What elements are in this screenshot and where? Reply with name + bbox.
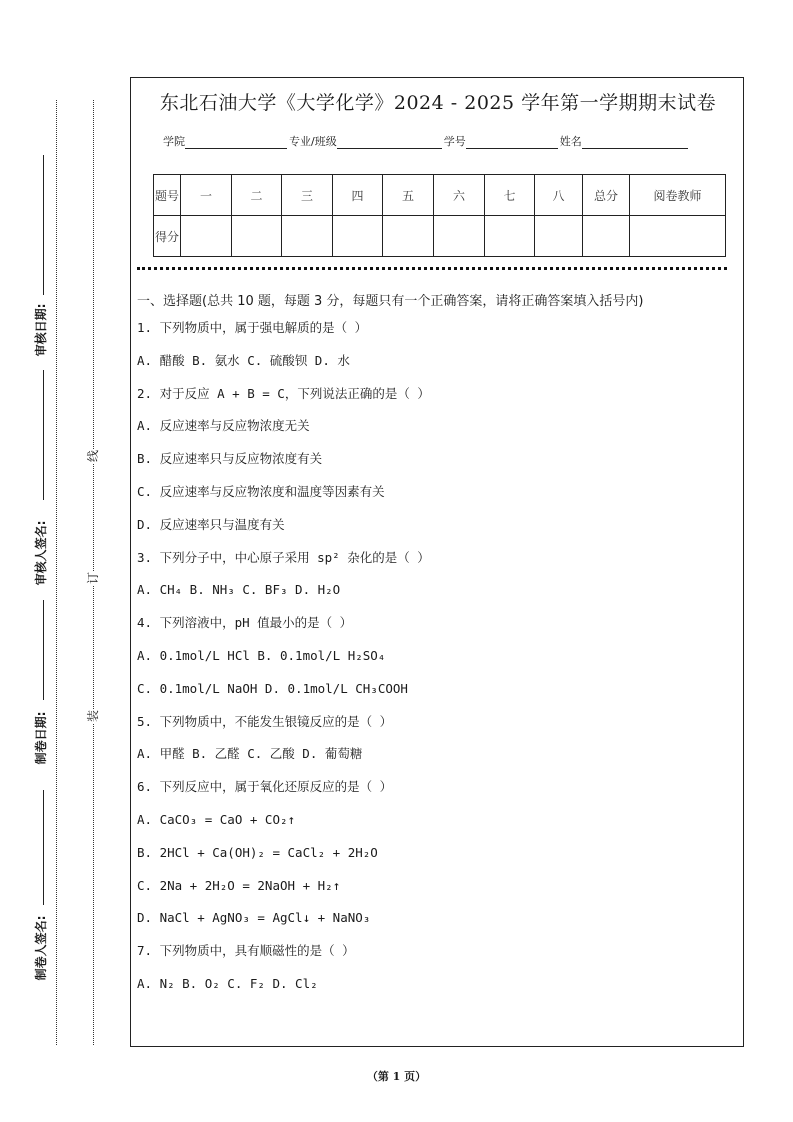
col-head: 七 (485, 175, 535, 216)
option-line: A. CaCO₃ = CaO + CO₂↑ (137, 811, 296, 827)
option-line: C. 0.1mol/L NaOH D. 0.1mol/L CH₃COOH (137, 680, 408, 696)
major-label: 专业/班级 (289, 135, 337, 148)
student-id-label: 学号 (443, 135, 466, 148)
score-cell[interactable] (333, 216, 383, 257)
option-line: B. 反应速率只与反应物浓度有关 (137, 451, 323, 467)
reviewer-sign-label: 审核人签名: (34, 520, 48, 586)
score-cell[interactable] (181, 216, 232, 257)
page-number: （第 1 页） (366, 1070, 427, 1083)
question-line: 6. 下列反应中，属于氧化还原反应的是（ ） (137, 779, 393, 795)
option-line: C. 反应速率与反应物浓度和温度等因素有关 (137, 483, 385, 499)
college-label: 学院 (163, 135, 185, 148)
score-cell[interactable] (383, 216, 434, 257)
student-info-row (163, 133, 690, 149)
score-cell-total[interactable] (583, 216, 630, 257)
option-line: A. N₂ B. O₂ C. F₂ D. Cl₂ (137, 975, 318, 991)
option-line: A. 甲醛 B. 乙醛 C. 乙酸 D. 葡萄糖 (137, 746, 363, 762)
question-line: 1. 下列物质中，属于强电解质的是（ ） (137, 320, 368, 335)
maker-date-label: 制卷日期: (34, 711, 48, 765)
binding-char-zhuang: 装 (86, 710, 100, 723)
binding-char-ding: 订 (86, 572, 100, 585)
college-field[interactable] (185, 136, 287, 149)
row-head-score: 得分 (154, 216, 181, 257)
question-content (137, 291, 737, 1006)
reviewer-date-blank[interactable] (43, 155, 44, 295)
col-head: 二 (232, 175, 282, 216)
question-line: 7. 下列物质中，具有顺磁性的是（ ） (137, 943, 355, 959)
option-line: D. 反应速率只与温度有关 (137, 516, 285, 532)
col-head-total: 总分 (583, 175, 630, 216)
score-cell[interactable] (535, 216, 583, 257)
col-head: 六 (434, 175, 485, 216)
option-line: A. CH₄ B. NH₃ C. BF₃ D. H₂O (137, 582, 341, 598)
score-cell-grader[interactable] (630, 216, 726, 257)
option-line: A. 0.1mol/L HCl B. 0.1mol/L H₂SO₄ (137, 647, 386, 663)
binding-dotted-line-outer (56, 100, 57, 1045)
col-head-grader: 阅卷教师 (630, 175, 726, 216)
option-line: A. 醋酸 B. 氨水 C. 硫酸钡 D. 水 (137, 352, 350, 368)
score-table-score-row (154, 216, 726, 257)
option-line: C. 2Na + 2H₂O = 2NaOH + H₂↑ (137, 877, 341, 893)
binding-char-line: 线 (86, 450, 100, 463)
question-line: 2. 对于反应 A + B = C，下列说法正确的是（ ） (137, 385, 430, 401)
question-line: 5. 下列物质中，不能发生银镜反应的是（ ） (137, 713, 393, 729)
col-head: 四 (333, 175, 383, 216)
row-head-question-number: 题号 (154, 175, 181, 216)
score-cell[interactable] (434, 216, 485, 257)
col-head: 五 (383, 175, 434, 216)
score-table (153, 174, 726, 257)
option-line: A. 反应速率与反应物浓度无关 (137, 418, 310, 434)
col-head: 三 (282, 175, 333, 216)
maker-sign-blank[interactable] (43, 790, 44, 905)
exam-frame (130, 77, 744, 1047)
option-line: B. 2HCl + Ca(OH)₂ = CaCl₂ + 2H₂O (137, 844, 378, 860)
student-id-field[interactable] (466, 136, 558, 149)
option-line: D. NaCl + AgNO₃ = AgCl↓ + NaNO₃ (137, 910, 371, 926)
exam-title: 东北石油大学《大学化学》2024 - 2025 学年第一学期期末试卷 (159, 92, 717, 114)
section-heading: 一、选择题(总共 10 题，每题 3 分，每题只有一个正确答案，请将正确答案填入括号内) (137, 294, 644, 309)
major-field[interactable] (337, 136, 442, 149)
maker-sign-label: 制卷人签名: (34, 915, 48, 981)
score-cell[interactable] (232, 216, 282, 257)
name-label: 姓名 (559, 135, 582, 148)
score-table-header-row (154, 175, 726, 216)
maker-date-blank[interactable] (43, 600, 44, 700)
score-cell[interactable] (282, 216, 333, 257)
dotted-separator (137, 267, 727, 270)
score-cell[interactable] (485, 216, 535, 257)
question-line: 4. 下列溶液中，pH 值最小的是（ ） (137, 615, 353, 631)
reviewer-sign-blank[interactable] (43, 370, 44, 500)
col-head: 一 (181, 175, 232, 216)
reviewer-date-label: 审核日期: (34, 303, 48, 357)
col-head: 八 (535, 175, 583, 216)
name-field[interactable] (582, 136, 688, 149)
question-line: 3. 下列分子中，中心原子采用 sp² 杂化的是（ ） (137, 549, 430, 565)
